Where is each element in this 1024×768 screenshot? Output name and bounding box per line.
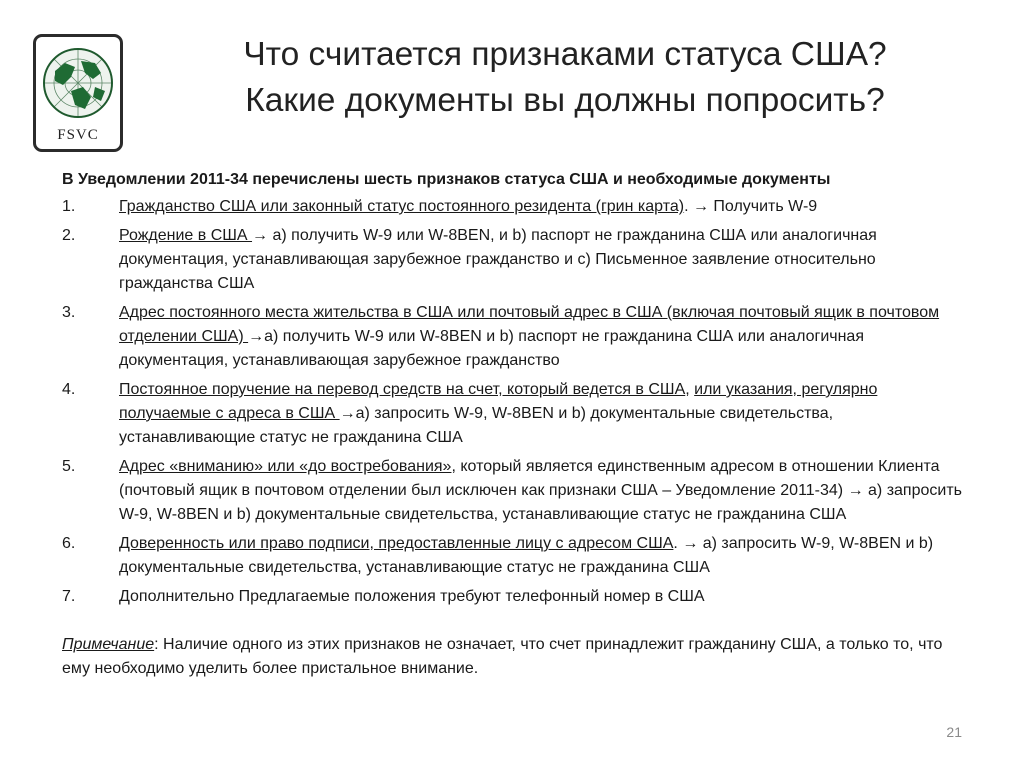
item-link[interactable]: Адрес постоянного места жительства в США или почтовый адрес в США (включая почтовый ящик в почтовом отделении США) xyxy=(119,304,940,345)
item-text: , xyxy=(685,381,695,398)
arrow-icon: → xyxy=(692,198,709,215)
slide-content xyxy=(62,168,962,681)
arrow-icon: → xyxy=(682,535,699,552)
item-number: 3. xyxy=(62,304,76,321)
note-text: : Наличие одного из этих признаков не означает, что счет принадлежит гражданину США, а только то, что ему необходимо уделить более пристальное внимание. xyxy=(62,636,943,677)
item-tail: a) запросить W-9, W-8BEN и b) документальные свидетельства, устанавливающие статус не гражданина США xyxy=(119,535,934,576)
item-text: . xyxy=(684,198,693,215)
item-number: 7. xyxy=(62,588,76,605)
item-link[interactable]: Гражданство США или законный статус постоянного резидента (грин карта) xyxy=(119,198,685,215)
logo-text: FSVC xyxy=(57,127,99,143)
page-title xyxy=(150,32,980,124)
arrow-icon: → xyxy=(339,405,356,422)
item-number: 5. xyxy=(62,458,76,475)
note-label: Примечание xyxy=(62,636,155,653)
globe-icon xyxy=(41,41,115,125)
item-number: 2. xyxy=(62,227,76,244)
item-link-2[interactable]: или указания, регулярно получаемые с адреса в США xyxy=(119,381,878,422)
arrow-icon: → xyxy=(847,482,864,499)
list-item-6 xyxy=(62,532,962,580)
fsvc-logo xyxy=(33,34,123,152)
item-text: , который является единственным адресом в отношении Клиента (почтовый ящик в почтовом отделении был исключен как признаки США – Уведомление 2011-34) xyxy=(119,458,940,499)
item-number: 6. xyxy=(62,535,76,552)
item-tail: a) запросить W-9, W-8BEN и b) документальные свидетельства, устанавливающие статус не гражданина США xyxy=(119,482,962,523)
item-tail: Получить W-9 xyxy=(708,198,818,215)
item-number: 1. xyxy=(62,198,76,215)
arrow-icon: → xyxy=(248,328,265,345)
item-tail: a) запросить W-9, W-8BEN и b) документальные свидетельства, устанавливающие статус не гражданина США xyxy=(119,405,834,446)
item-text: . xyxy=(673,535,683,552)
list-item-1 xyxy=(62,195,962,219)
item-link[interactable]: Рождение в США xyxy=(119,227,253,244)
list-item-2 xyxy=(62,224,962,296)
item-text: Дополнительно Предлагаемые положения требуют телефонный номер в США xyxy=(119,588,705,605)
item-link[interactable]: Постоянное поручение на перевод средств на счет, который ведется в США xyxy=(119,381,686,398)
item-link[interactable]: Доверенность или право подписи, предоставленные лицу с адресом США xyxy=(119,535,674,552)
intro-text: В Уведомлении 2011-34 перечислены шесть признаков статуса США и необходимые документы xyxy=(62,171,831,188)
note-paragraph xyxy=(62,633,962,681)
item-number: 4. xyxy=(62,381,76,398)
list-item-3 xyxy=(62,301,962,373)
item-tail: a) получить W-9 или W-8BEN и b) паспорт не гражданина США или аналогичная документация, устанавливающая зарубежное гражданство xyxy=(119,328,864,369)
title-line-1: Что считается признаками статуса США? xyxy=(243,36,887,73)
arrow-icon: → xyxy=(252,227,269,244)
list-item-7 xyxy=(62,585,962,609)
item-tail: a) получить W-9 или W-8BEN, и b) паспорт не гражданина США или аналогичная документация, устанавливающая зарубежное гражданство и c) Письменное заявление относительно гражданства США xyxy=(119,227,877,292)
title-line-2: Какие документы вы должны попросить? xyxy=(245,82,885,119)
page-number: 21 xyxy=(946,724,962,740)
list-item-4 xyxy=(62,378,962,450)
item-link[interactable]: Адрес «вниманию» или «до востребования» xyxy=(119,458,452,475)
list-item-5 xyxy=(62,455,962,527)
